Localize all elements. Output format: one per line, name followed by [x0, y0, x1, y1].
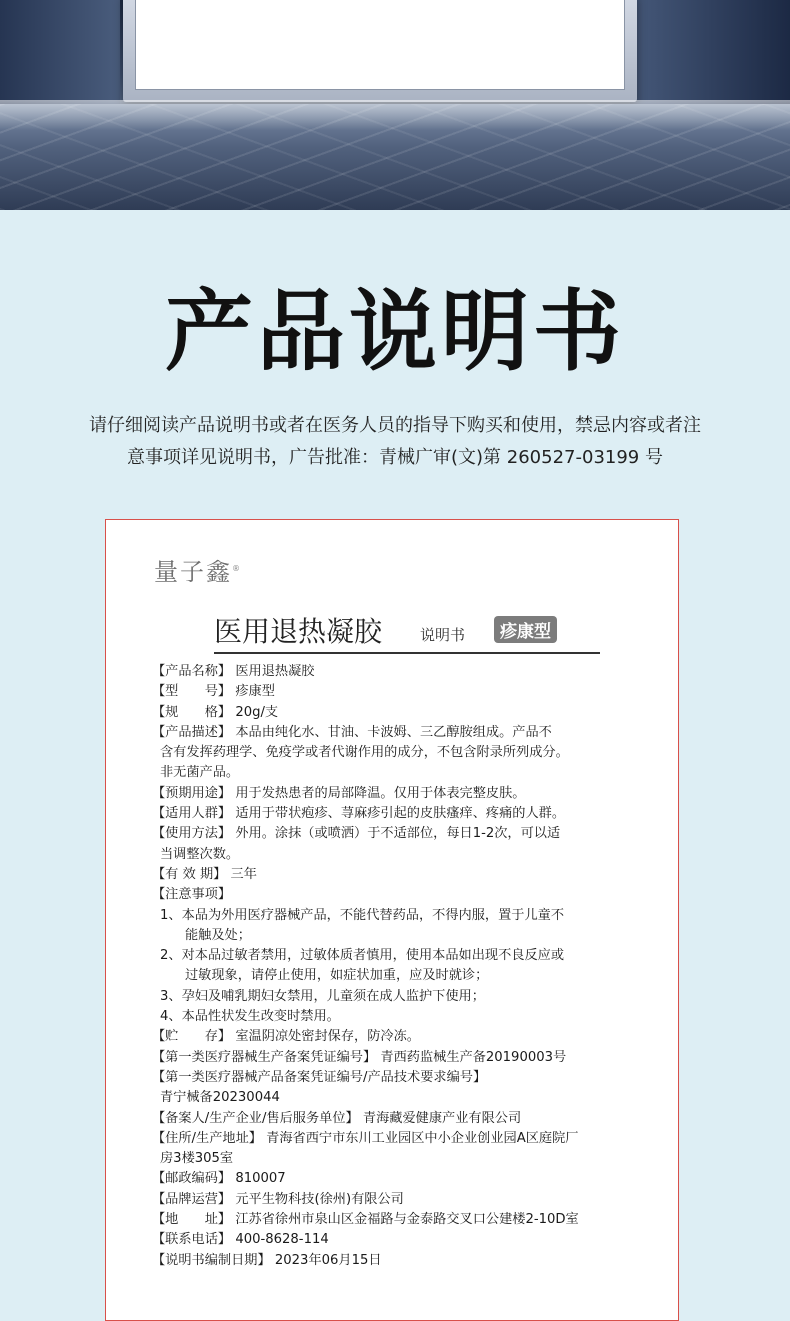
notice-line-2: 意事项详见说明书，广告批准：青械广审(文)第 260527-03199 号	[127, 447, 663, 468]
spec-line: 非无菌产品。	[160, 765, 240, 781]
hero-photo	[0, 0, 790, 210]
spec-list	[152, 662, 652, 1271]
wall-right	[630, 0, 790, 110]
brand-logo	[154, 552, 242, 587]
ad-notice	[48, 410, 742, 474]
spec-line: 4、本品性状发生改变时禁用。	[160, 1009, 340, 1025]
spec-line: 房3楼305室	[160, 1151, 234, 1167]
spec-line: 当调整次数。	[160, 846, 240, 862]
spec-line: 【第一类医疗器械生产备案凭证编号】 青西药监械生产备20190003号	[152, 1049, 567, 1065]
spec-line: 【产品名称】 医用退热凝胶	[152, 664, 315, 679]
spec-line: 能触及处；	[185, 927, 251, 943]
notice-line-1: 请仔细阅读产品说明书或者在医务人员的指导下购买和使用，禁忌内容或者注	[89, 415, 701, 436]
instruction-sheet	[105, 519, 679, 1321]
spec-line: 【规 格】 20g/支	[152, 704, 279, 720]
spec-line: 2、对本品过敏者禁用，过敏体质者慎用，使用本品如出现不良反应或	[160, 948, 565, 964]
display-frame	[123, 0, 637, 102]
spec-line: 【备案人/生产企业/售后服务单位】 青海藏爱健康产业有限公司	[152, 1110, 522, 1126]
brand-name: 量子鑫	[154, 558, 232, 586]
floor-glow	[0, 100, 790, 130]
display-panel	[135, 0, 625, 90]
wall-left	[0, 0, 120, 110]
spec-line: 【注意事项】	[152, 887, 232, 903]
sheet-subtitle: 说明书	[420, 626, 466, 644]
spec-line: 【住所/生产地址】 青海省西宁市东川工业园区中小企业创业园A区庭院厂	[152, 1130, 579, 1146]
spec-line: 1、本品为外用医疗器械产品，不能代替药品，不得内服，置于儿童不	[160, 907, 565, 923]
product-title: 医用退热凝胶	[214, 615, 383, 648]
model-badge: 疹康型	[494, 616, 557, 643]
registered-mark: ®	[232, 564, 242, 573]
spec-line: 【使用方法】 外用。涂抹（或喷洒）于不适部位，每日1-2次，可以适	[152, 826, 561, 842]
spec-line: 【预期用途】 用于发热患者的局部降温。仅用于体表完整皮肤。	[152, 785, 526, 801]
spec-line: 【联系电话】 400-8628-114	[152, 1232, 329, 1248]
page-title: 产品说明书	[164, 280, 625, 383]
spec-line: 【品牌运营】 元平生物科技(徐州)有限公司	[152, 1191, 404, 1207]
spec-line: 3、孕妇及哺乳期妇女禁用，儿童须在成人监护下使用；	[160, 988, 485, 1004]
spec-line: 【有 效 期】 三年	[152, 866, 257, 882]
spec-line: 【邮政编码】 810007	[152, 1171, 286, 1187]
spec-line: 【适用人群】 适用于带状疱疹、荨麻疹引起的皮肤瘙痒、疼痛的人群。	[152, 806, 566, 822]
spec-line: 【说明书编制日期】 2023年06月15日	[152, 1252, 382, 1268]
spec-line: 【第一类医疗器械产品备案凭证编号/产品技术要求编号】	[152, 1069, 487, 1085]
spec-line: 青宁械备20230044	[160, 1090, 280, 1106]
spec-line: 【贮 存】 室温阴凉处密封保存，防冷冻。	[152, 1029, 420, 1045]
spec-line: 【型 号】 疹康型	[152, 684, 275, 700]
spec-line: 含有发挥药理学、免疫学或者代谢作用的成分，不包含附录所列成分。	[160, 745, 569, 761]
spec-line: 【地 址】 江苏省徐州市泉山区金福路与金泰路交叉口公建楼2-10D室	[152, 1212, 579, 1228]
sheet-header	[214, 608, 600, 654]
spec-line: 【产品描述】 本品由纯化水、甘油、卡波姆、三乙醇胺组成。产品不	[152, 724, 552, 740]
spec-line: 过敏现象，请停止使用，如症状加重，应及时就诊；	[185, 968, 489, 984]
